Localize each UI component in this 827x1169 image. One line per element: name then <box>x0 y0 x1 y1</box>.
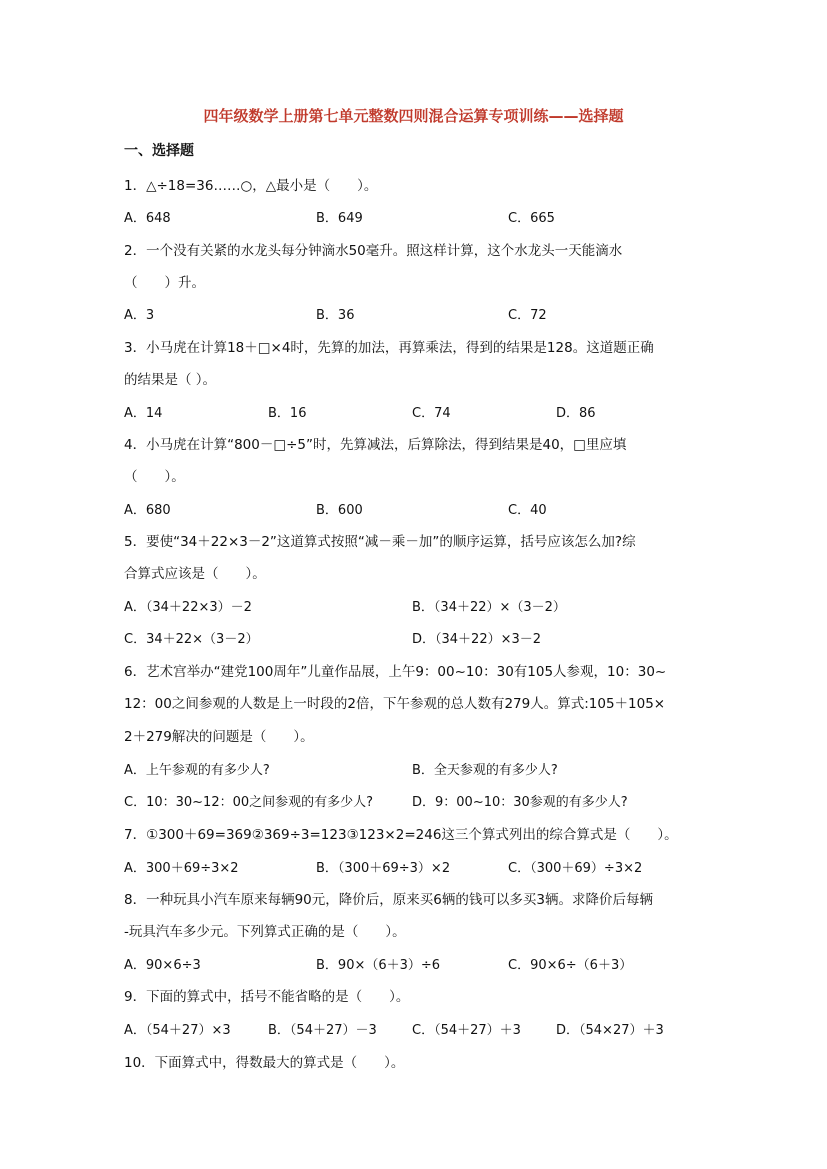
q9-option-d[interactable]: D．（54×27）＋3 <box>556 1023 664 1038</box>
q3-option-d[interactable]: D．86 <box>556 406 596 421</box>
q9-option-b[interactable]: B．（54＋27）－3 <box>268 1023 377 1038</box>
section-heading: 一、选择题 <box>124 143 194 159</box>
question-9-stem: 9．下面的算式中，括号不能省略的是（ ）。 <box>124 989 410 1005</box>
q1-option-c[interactable]: C．665 <box>508 211 555 226</box>
q1-option-a[interactable]: A．648 <box>124 211 171 226</box>
q6-option-a[interactable]: A．上午参观的有多少人? <box>124 763 270 778</box>
q9-option-a[interactable]: A．（54＋27）×3 <box>124 1023 231 1038</box>
question-1-stem: 1．△÷18=36……○，△最小是（ ）。 <box>124 178 378 194</box>
q3-option-c[interactable]: C．74 <box>412 406 451 421</box>
q5-option-a[interactable]: A．（34＋22×3）－2 <box>124 600 252 615</box>
question-6-stem-cont2: 2＋279解决的问题是（ ）。 <box>124 729 314 745</box>
question-8-stem-cont: -玩具汽车多少元。下列算式正确的是（ ）。 <box>124 924 406 940</box>
question-5-stem: 5．要使“34＋22×3－2”这道算式按照“减－乘－加”的顺序运算，括号应该怎么加?综 <box>124 534 636 550</box>
q5-option-c[interactable]: C．34＋22×（3－2） <box>124 632 259 647</box>
question-3-stem-cont: 的结果是（ ）。 <box>124 372 217 388</box>
q7-option-b[interactable]: B．（300＋69÷3）×2 <box>316 861 451 876</box>
question-6-stem-cont: 12：00之间参观的人数是上一时段的2倍，下午参观的总人数有279人。算式:105＋105× <box>124 696 666 712</box>
q6-option-b[interactable]: B．全天参观的有多少人? <box>412 763 558 778</box>
q6-option-d[interactable]: D．9：00~10：30参观的有多少人? <box>412 795 628 810</box>
question-8-stem: 8．一种玩具小汽车原来每辆90元，降价后，原来买6辆的钱可以多买3辆。求降价后每辆 <box>124 892 653 908</box>
question-6-stem: 6．艺术宫举办“建党100周年”儿童作品展，上午9：00~10：30有105人参观，10：30~ <box>124 664 667 680</box>
q8-option-b[interactable]: B．90×（6＋3）÷6 <box>316 958 441 973</box>
question-4-stem: 4．小马虎在计算“800－□÷5”时，先算减法，后算除法，得到结果是40，□里应填 <box>124 437 627 453</box>
page-title: 四年级数学上册第七单元整数四则混合运算专项训练——选择题 <box>203 107 624 125</box>
q7-option-c[interactable]: C．（300＋69）÷3×2 <box>508 861 643 876</box>
question-10-stem: 10．下面算式中，得数最大的算式是（ ）。 <box>124 1055 405 1071</box>
q7-option-a[interactable]: A．300＋69÷3×2 <box>124 861 239 876</box>
q5-option-d[interactable]: D．（34＋22）×3－2 <box>412 632 542 647</box>
q2-option-a[interactable]: A．3 <box>124 308 155 323</box>
q4-option-c[interactable]: C．40 <box>508 503 547 518</box>
q1-option-b[interactable]: B．649 <box>316 211 363 226</box>
question-2-stem-cont: （ ）升。 <box>124 275 205 291</box>
question-4-stem-cont: （ ）。 <box>124 469 185 485</box>
q2-option-c[interactable]: C．72 <box>508 308 547 323</box>
question-7-stem: 7．①300＋69=369②369÷3=123③123×2=246这三个算式列出的综合算式是（ ）。 <box>124 827 678 843</box>
question-2-stem: 2．一个没有关紧的水龙头每分钟滴水50毫升。照这样计算，这个水龙头一天能滴水 <box>124 243 623 259</box>
q4-option-a[interactable]: A．680 <box>124 503 171 518</box>
q8-option-a[interactable]: A．90×6÷3 <box>124 958 201 973</box>
q9-option-c[interactable]: C．（54＋27）＋3 <box>412 1023 521 1038</box>
q3-option-a[interactable]: A．14 <box>124 406 163 421</box>
question-5-stem-cont: 合算式应该是（ ）。 <box>124 566 266 582</box>
q3-option-b[interactable]: B．16 <box>268 406 307 421</box>
q2-option-b[interactable]: B．36 <box>316 308 355 323</box>
q8-option-c[interactable]: C．90×6÷（6＋3） <box>508 958 633 973</box>
q5-option-b[interactable]: B．（34＋22）×（3－2） <box>412 600 566 615</box>
q6-option-c[interactable]: C．10：30~12：00之间参观的有多少人? <box>124 795 374 810</box>
q4-option-b[interactable]: B．600 <box>316 503 363 518</box>
question-3-stem: 3．小马虎在计算18＋□×4时，先算的加法，再算乘法，得到的结果是128。这道题正确 <box>124 340 654 356</box>
